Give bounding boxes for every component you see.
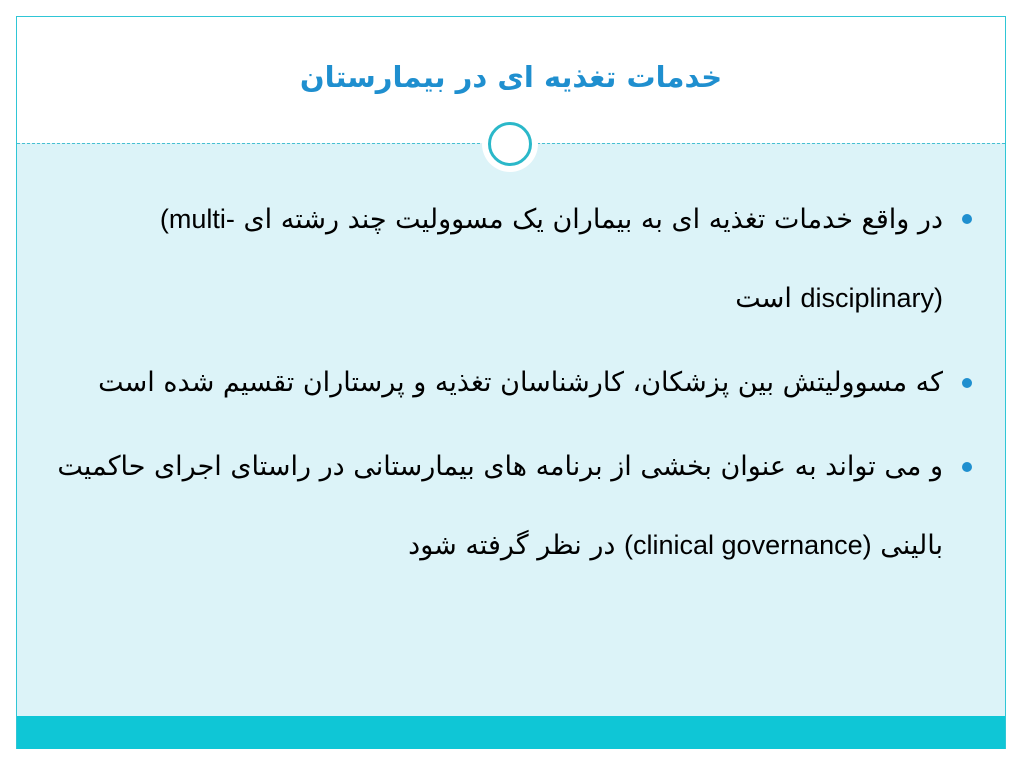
- bullet-text-part: در نظر گرفته شود: [408, 530, 625, 561]
- bullet-latin-term: (multi-disciplinary): [159, 204, 943, 313]
- bullet-text-part: در واقع خدمات تغذیه ای به بیماران یک مسوولیت چند رشته ای: [234, 204, 943, 235]
- divider-ornament: [482, 116, 538, 172]
- bullet-text-part: است: [735, 283, 801, 314]
- bullet-list: [40, 180, 975, 591]
- bullet-item: [40, 428, 975, 585]
- bullet-dot-icon: [962, 462, 972, 472]
- bullet-text-part: و می تواند به عنوان بخشی از برنامه های بیمارستانی در راستای اجرای حاکمیت بالینی: [57, 451, 943, 561]
- bullet-item: [40, 180, 975, 338]
- bottom-band: [17, 716, 1005, 749]
- bullet-latin-term: (clinical governance): [624, 530, 872, 560]
- bullet-dot-icon: [962, 214, 972, 224]
- circle-ornament-icon: [488, 122, 532, 166]
- slide-title: خدمات تغذیه ای در بیمارستان: [299, 60, 723, 94]
- bullet-text: [40, 180, 943, 338]
- bullet-text: [40, 428, 943, 585]
- bullet-dot-icon: [962, 378, 972, 388]
- bullet-text-part: که مسوولیتش بین پزشکان، کارشناسان تغذیه و پرستاران تقسیم شده است: [98, 367, 943, 398]
- bullet-text: [40, 344, 943, 422]
- bullet-item: [40, 344, 975, 422]
